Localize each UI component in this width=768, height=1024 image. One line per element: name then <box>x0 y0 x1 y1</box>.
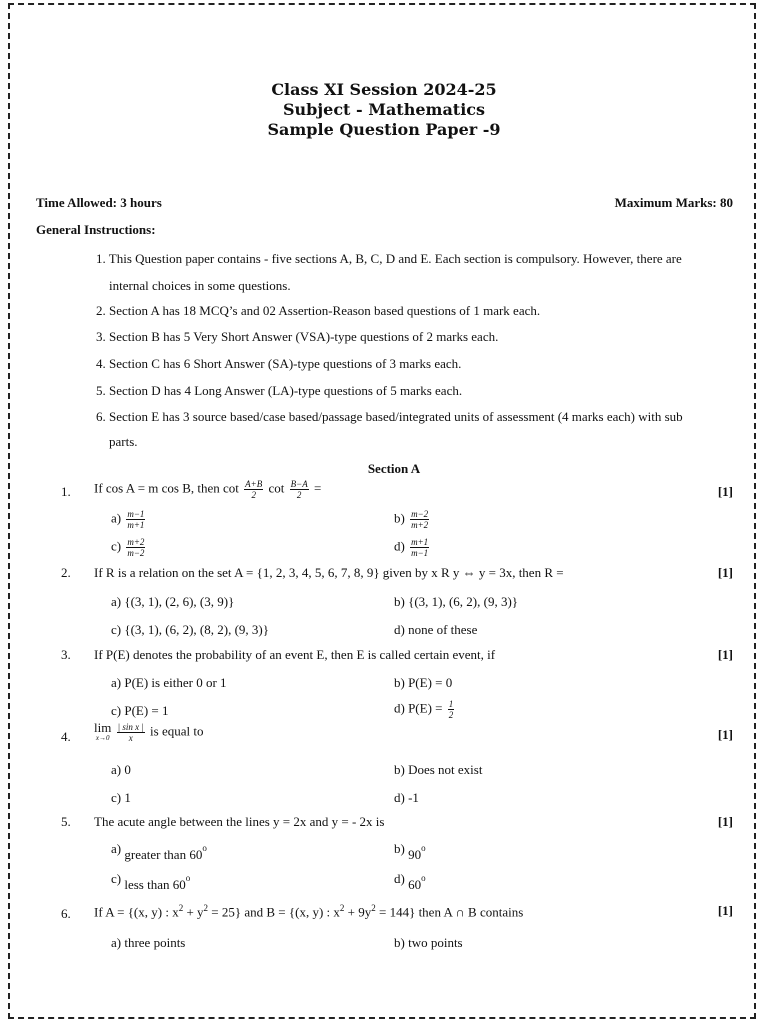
question-text: The acute angle between the lines y = 2x and y = - 2x is <box>94 814 385 829</box>
instruction-item: internal choices in some questions. <box>109 278 291 293</box>
instruction-item: 1. This Question paper contains - five sections A, B, C, D and E. Each section is compulsory. However, there are <box>96 251 682 266</box>
option-c: c) $\frac{m+2}{m-2}$ <box>111 537 145 558</box>
option-b: b) P(E) = 0 <box>394 675 453 690</box>
instructions-heading: General Instructions: <box>36 222 156 237</box>
question-text: If A = {(x, y) : $x^2 + y^2 = 25$} and B = {(x, y) : $x^2 + 9y^2 = 144$} then A ∩ B contains <box>94 903 524 920</box>
option-a: a) 0 <box>111 762 131 777</box>
instruction-item: 2. Section A has 18 MCQ’s and 02 Assertion-Reason based questions of 1 mark each. <box>96 303 541 318</box>
option-d: d) none of these <box>394 622 478 637</box>
option-c: c) 1 <box>111 790 131 805</box>
question-marks: [1] <box>717 565 733 580</box>
option-b: b) 90$^o$ <box>394 841 426 863</box>
instruction-item: 5. Section D has 4 Long Answer (LA)-type questions of 5 marks each. <box>96 383 463 398</box>
question-number: 1. <box>61 484 71 499</box>
option-b: b) {(3, 1), (6, 2), (9, 3)} <box>394 594 519 609</box>
option-d: d) $\frac{m+1}{m-1}$ <box>394 537 429 558</box>
time-allowed: Time Allowed: 3 hours <box>36 195 162 210</box>
option-a: a) P(E) is either 0 or 1 <box>111 675 227 690</box>
header-class: Class XI Session 2024-25 <box>271 80 497 99</box>
header-subject: Subject - Mathematics <box>282 100 486 119</box>
option-b: b) $\frac{m-2}{m+2}$ <box>394 509 429 530</box>
option-c: c) P(E) = 1 <box>111 703 169 718</box>
option-b: b) two points <box>394 935 463 950</box>
option-a: a) greater than 60$^o$ <box>111 841 207 863</box>
maximum-marks: Maximum Marks: 80 <box>614 195 733 210</box>
option-d: d) P(E) = $\frac{1}{2}$ <box>394 699 454 720</box>
limit: lim x→0 <box>94 719 112 742</box>
question-number: 6. <box>61 906 71 921</box>
question-number: 5. <box>61 814 71 829</box>
question-text: If cos A = m cos B, then cot $\frac{A+B}{2}$ cot $\frac{B-A}{2}$ = <box>94 479 322 500</box>
section-title: Section A <box>367 461 421 476</box>
header-paper: Sample Question Paper -9 <box>267 120 501 139</box>
option-a: a) {(3, 1), (2, 6), (3, 9)} <box>111 594 235 609</box>
question-number: 4. <box>61 729 71 744</box>
fraction: $\frac{\text{| sin x |}}{x}$ <box>117 722 144 743</box>
question-marks: [1] <box>717 903 733 918</box>
question-marks: [1] <box>717 814 733 829</box>
option-c: c) less than 60$^o$ <box>111 871 191 893</box>
question-text: If P(E) denotes the probability of an event E, then E is called certain event, if <box>94 647 496 662</box>
question-marks: [1] <box>717 647 733 662</box>
question-text: If R is a relation on the set A = {1, 2, 3, 4, 5, 6, 7, 8, 9} given by x R y ⇔ y = 3x, then R = <box>94 565 564 580</box>
option-a: a) three points <box>111 935 186 950</box>
fraction: $\frac{A+B}{2}$ <box>245 479 263 500</box>
option-d: d) -1 <box>394 790 419 805</box>
option-b: b) Does not exist <box>394 762 483 777</box>
instruction-item: 6. Section E has 3 source based/case based/passage based/integrated units of assessment (4 marks each) with sub <box>96 409 683 424</box>
option-a: a) $\frac{m-1}{m+1}$ <box>111 509 145 530</box>
question-number: 2. <box>61 565 71 580</box>
question-marks: [1] <box>717 727 733 742</box>
instruction-item: parts. <box>109 434 138 449</box>
question-number: 3. <box>61 647 71 662</box>
option-c: c) {(3, 1), (6, 2), (8, 2), (9, 3)} <box>111 622 269 637</box>
question-text: lim x→0 $\frac{\text{| sin x |}}{x}$ is equal to <box>94 719 204 743</box>
fraction: $\frac{B-A}{2}$ <box>290 479 308 500</box>
instruction-item: 3. Section B has 5 Very Short Answer (VSA)-type questions of 2 marks each. <box>96 329 499 344</box>
option-d: d) 60$^o$ <box>394 871 426 893</box>
instruction-item: 4. Section C has 6 Short Answer (SA)-type questions of 3 marks each. <box>96 356 462 371</box>
question-marks: [1] <box>717 484 733 499</box>
